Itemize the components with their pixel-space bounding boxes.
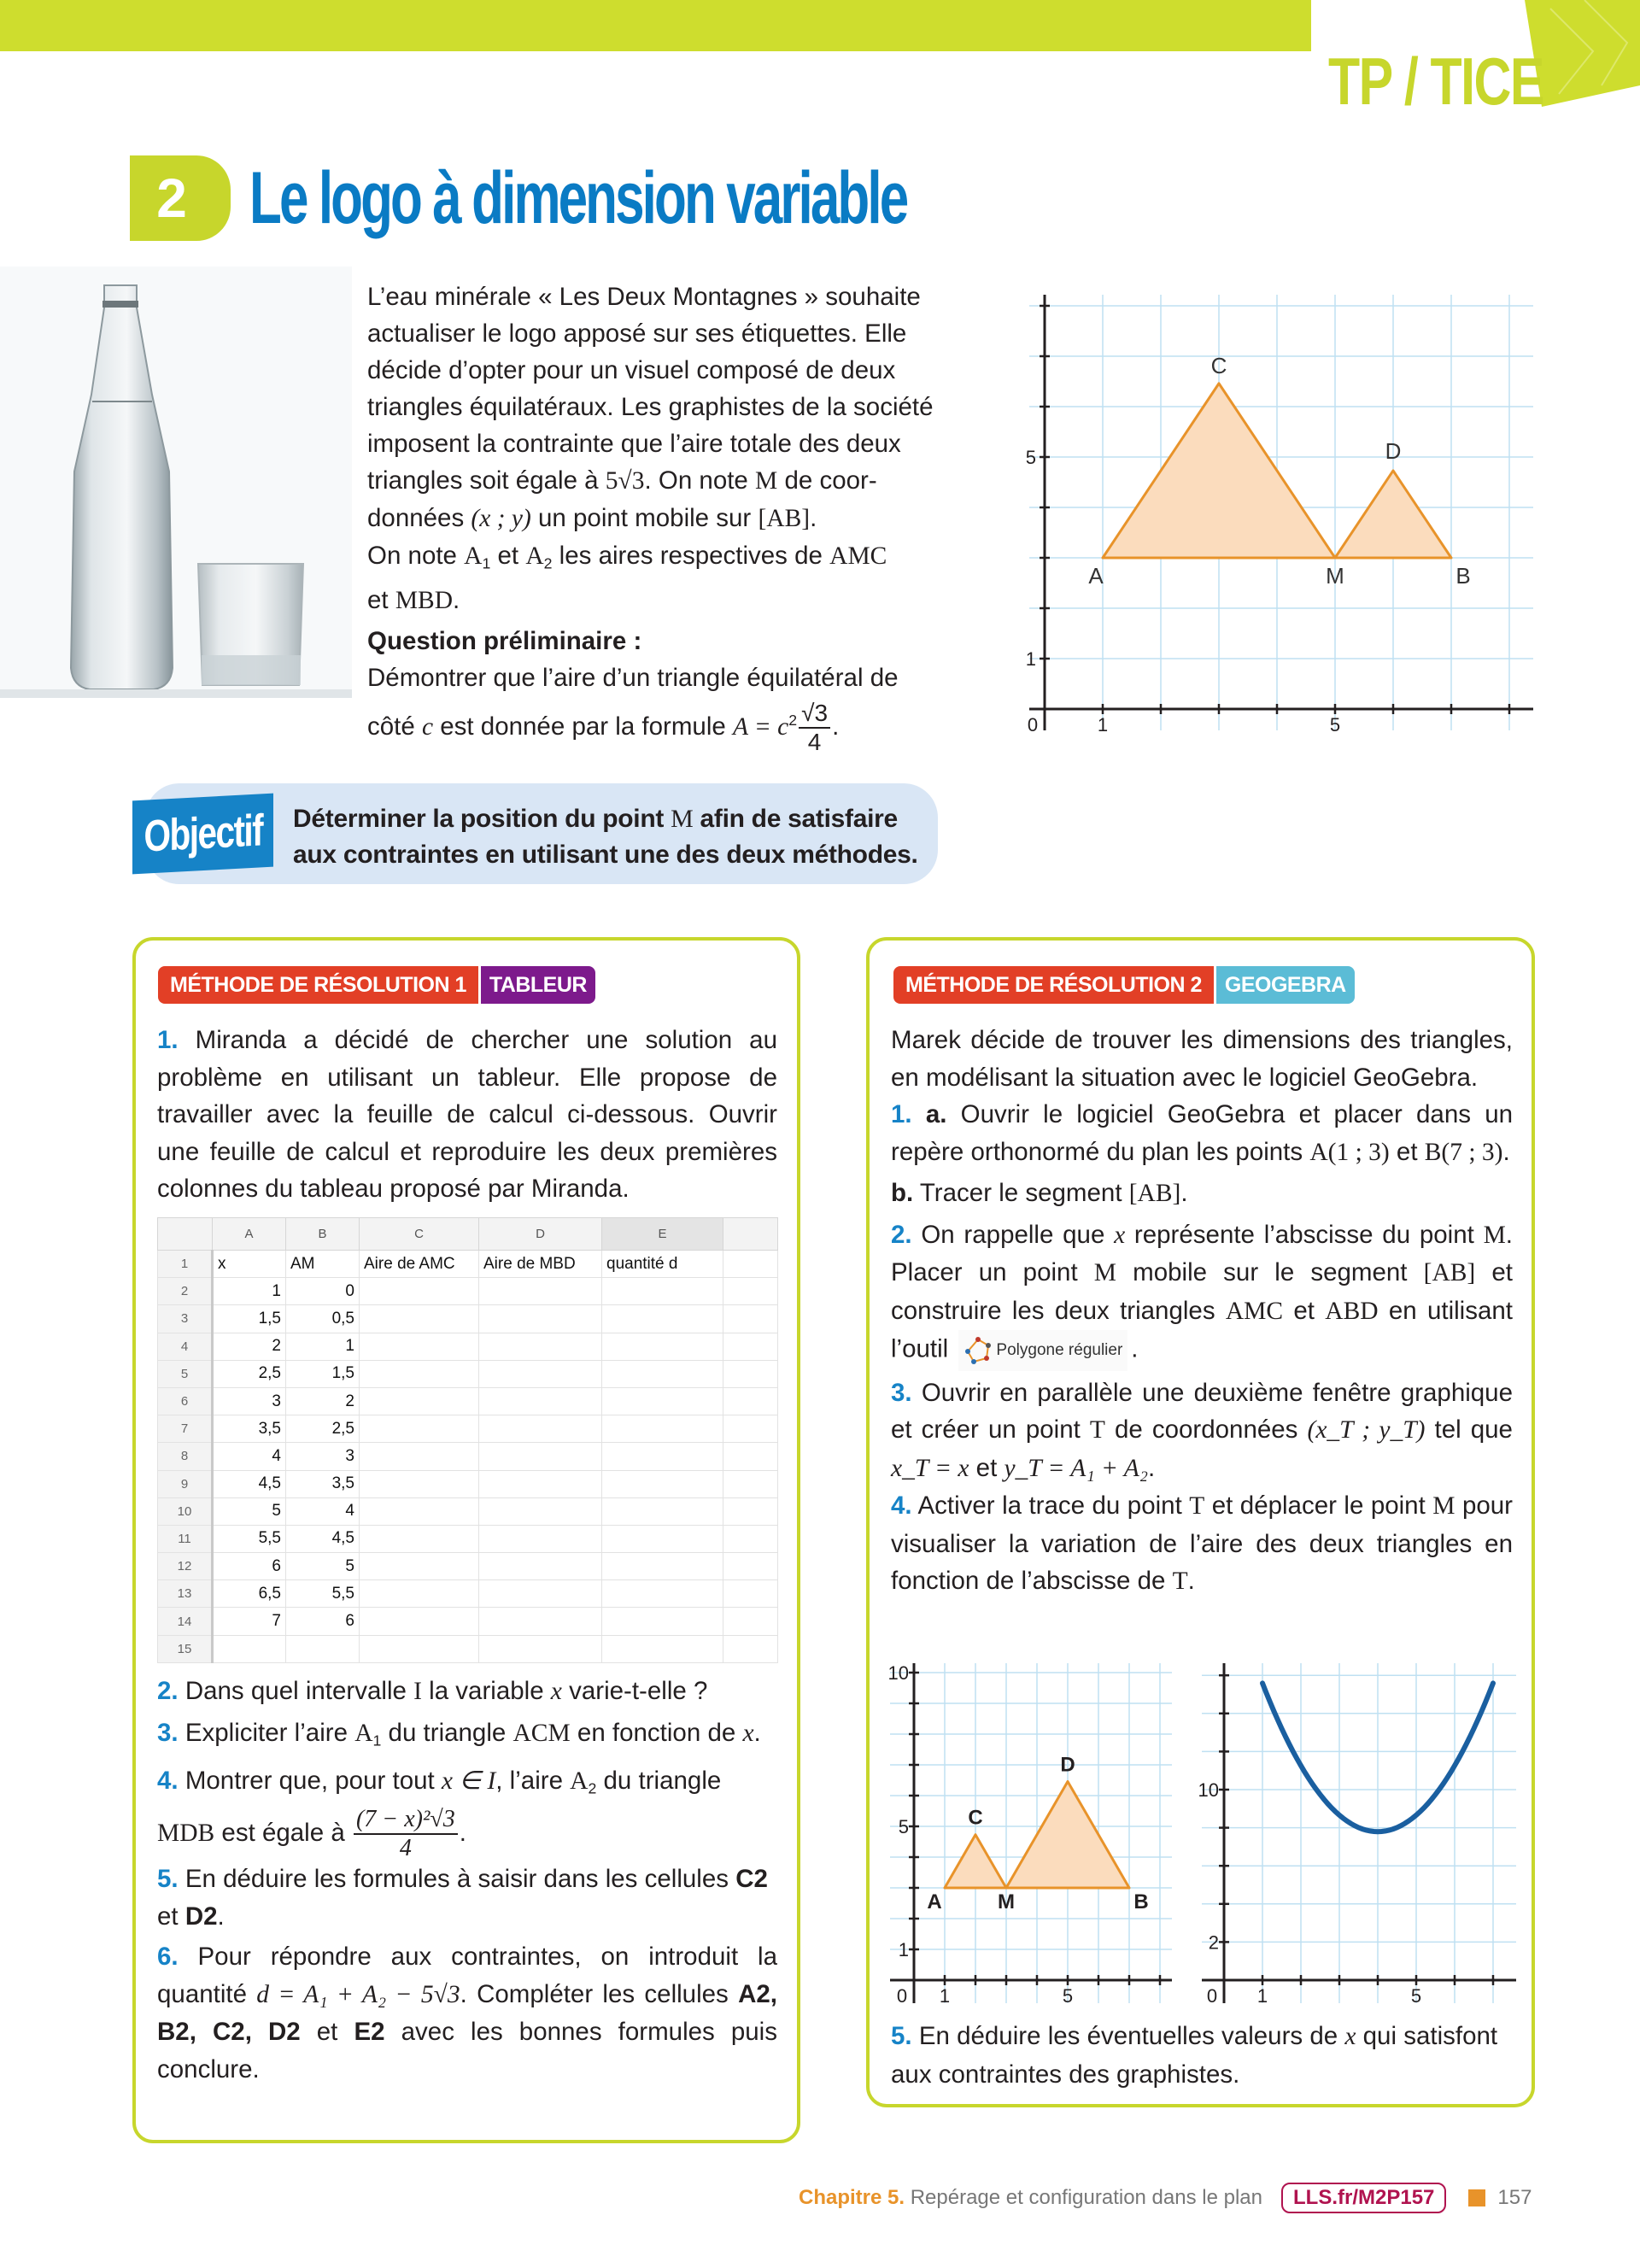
point-label-B: B	[1456, 563, 1471, 589]
cell[interactable]	[602, 1360, 723, 1387]
spreadsheet-row	[158, 1525, 778, 1552]
method2-badge: MÉTHODE DE RÉSOLUTION 2 GEOGEBRA	[893, 966, 1355, 1004]
point-label-C: C	[968, 1806, 983, 1830]
cell[interactable]	[723, 1360, 778, 1387]
cell[interactable]: 3,5	[213, 1415, 286, 1443]
row-header[interactable]: 3	[158, 1305, 213, 1333]
cell[interactable]: 0	[286, 1278, 360, 1305]
cell[interactable]	[360, 1333, 479, 1360]
cell[interactable]	[360, 1580, 479, 1608]
cell[interactable]	[723, 1443, 778, 1470]
spreadsheet-row	[158, 1278, 778, 1305]
cell[interactable]	[479, 1278, 602, 1305]
tick-label-y-1: 1	[898, 1939, 909, 1960]
cell[interactable]: Aire de MBD	[479, 1251, 602, 1278]
row-header[interactable]: 7	[158, 1415, 213, 1443]
section-label: TP / TICE	[1328, 44, 1543, 119]
cell[interactable]	[723, 1525, 778, 1552]
tick-label-x-5: 5	[1329, 714, 1341, 735]
cell[interactable]	[723, 1251, 778, 1278]
cell[interactable]: 1	[286, 1333, 360, 1360]
cell[interactable]: 3,5	[286, 1470, 360, 1497]
cell[interactable]	[602, 1553, 723, 1580]
column-header[interactable]: A	[213, 1218, 286, 1251]
bottle-photo	[0, 267, 352, 698]
point-label-D: D	[1385, 437, 1402, 464]
tick-label-y-10: 10	[887, 1662, 909, 1684]
point-label-A: A	[1088, 563, 1104, 589]
row-header[interactable]: 9	[158, 1470, 213, 1497]
cell[interactable]	[360, 1553, 479, 1580]
cell[interactable]: 7	[213, 1608, 286, 1635]
cell[interactable]: AM	[286, 1251, 360, 1278]
cell[interactable]	[360, 1635, 479, 1662]
triangle-amc	[945, 1835, 1006, 1888]
cell[interactable]	[602, 1608, 723, 1635]
cell[interactable]	[602, 1497, 723, 1525]
tool-badge-tableur: TABLEUR	[481, 966, 595, 1004]
cell[interactable]	[723, 1580, 778, 1608]
method1-question-1: 1. Miranda a décidé de chercher une solution au problème en utilisant un tableur. Elle propose de travailler avec la feuille de calcul ci-dessous. Ouvrir une feuille de calcul et reproduire les deux premières colonnes du tableau proposé par Miranda.	[157, 1026, 777, 1203]
cell[interactable]: Aire de AMC	[360, 1251, 479, 1278]
point-label-B: B	[1133, 1890, 1149, 1913]
lls-link[interactable]: LLS.fr/M2P157	[1281, 2183, 1446, 2213]
cell[interactable]	[360, 1415, 479, 1443]
tick-label-x-5: 5	[1062, 1985, 1074, 2007]
cell[interactable]	[479, 1415, 602, 1443]
row-header[interactable]: 8	[158, 1443, 213, 1470]
point-label-A: A	[927, 1890, 942, 1913]
tool-badge-geogebra: GEOGEBRA	[1216, 966, 1355, 1004]
row-header[interactable]: 15	[158, 1635, 213, 1662]
tick-label-x-1: 1	[1256, 1985, 1268, 2007]
cell[interactable]: 5,5	[286, 1580, 360, 1608]
cell[interactable]	[723, 1635, 778, 1662]
row-header[interactable]: 10	[158, 1497, 213, 1525]
cell[interactable]: 4	[213, 1443, 286, 1470]
spreadsheet-row	[158, 1333, 778, 1360]
cell[interactable]	[602, 1443, 723, 1470]
cell[interactable]	[479, 1333, 602, 1360]
chapter-title: Repérage et configuration dans le plan	[910, 2186, 1262, 2209]
row-header[interactable]: 2	[158, 1278, 213, 1305]
cell[interactable]	[479, 1387, 602, 1415]
cell[interactable]	[360, 1608, 479, 1635]
row-header[interactable]: 6	[158, 1387, 213, 1415]
method1-badge: MÉTHODE DE RÉSOLUTION 1 TABLEUR	[158, 966, 595, 1004]
cell[interactable]: 3	[213, 1387, 286, 1415]
cell[interactable]	[723, 1608, 778, 1635]
triangle-mbd	[1006, 1781, 1129, 1888]
cell[interactable]: quantité d	[602, 1251, 723, 1278]
page-footer	[799, 2178, 1532, 2218]
cell[interactable]	[602, 1525, 723, 1552]
objective-text: Déterminer la position du point M afin de satisfaire aux contraintes en utilisant une des deux méthodes.	[293, 805, 918, 869]
point-label-C: C	[1210, 352, 1227, 378]
spreadsheet-row	[158, 1553, 778, 1580]
tick-label-x-5: 5	[1410, 1985, 1422, 2007]
cell[interactable]	[602, 1415, 723, 1443]
question-heading: Question préliminaire :	[367, 627, 642, 656]
spreadsheet-row	[158, 1608, 778, 1635]
tick-label-y-2: 2	[1208, 1931, 1219, 1954]
cell[interactable]	[360, 1525, 479, 1552]
regular-polygon-icon	[964, 1336, 993, 1365]
tick-label-y-5: 5	[1025, 447, 1036, 468]
method2-questions: Marek décide de trouver les dimensions des triangles, en modélisant la situation avec le logiciel GeoGebra. 1. a. Ouvrir le logiciel GeoGebra et placer dans un repère orthonormé du plan les points A(1 ; 3) et B(7 ; 3). b. Tracer le segment [AB]. 2. On rappelle que x représente l’abscisse du point M. Placer un point M mobile sur le segment [AB] et construire les deux triangles AMC et ABD en utilisant l’outil Polygone régulier . 3. Ouvrir en parallèle une deuxième fenêtre graphique et créer un point T de coordonnées (x_T ; y_T) tel que x_T = x et y_T = A₁ + A₂. 4. Activer la trace du point T et déplacer le point M pour visualiser la variation de l’aire des deux triangles en fonction de l’abscisse de T.	[891, 1026, 1514, 1595]
spreadsheet-row	[158, 1497, 778, 1525]
cell[interactable]: 1,5	[286, 1360, 360, 1387]
cell[interactable]	[360, 1387, 479, 1415]
area-formula-fraction: $\frac{√3}{4}$	[799, 701, 830, 754]
tick-label-x-1: 1	[939, 1985, 951, 2007]
cell[interactable]: 1,5	[213, 1305, 286, 1333]
spreadsheet-row	[158, 1415, 778, 1443]
cell[interactable]	[479, 1553, 602, 1580]
tick-label-x-0: 0	[896, 1985, 908, 2007]
cell[interactable]: 1	[213, 1278, 286, 1305]
cell[interactable]	[723, 1278, 778, 1305]
polygone-regulier-tool[interactable]: Polygone régulier	[958, 1330, 1128, 1371]
method1-questions-2-6: 2. Dans quel intervalle I la variable x varie-t-elle ? 3. Expliciter l’aire $A_1$ du triangle ACM en fonction de x. 4. Montrer que, pour tout x ∈ I, l’aire $A_2$ du triangle MDB est égale à $\frac{\text{(7 − x)²√3}}{4}$ . 5. En déduire les formules à saisir dans les cellules C2 et D2. 6. Pour répondre aux contraintes, on introduit la quantité d = A₁ + A₂ − 5√3. Compléter les cellules A2, B2, C2, D2 et E2 avec les bonnes formules puis conclure.	[157, 1677, 777, 2083]
point-label-M: M	[1326, 563, 1344, 589]
row-header[interactable]: 11	[158, 1525, 213, 1552]
column-header[interactable]: B	[286, 1218, 360, 1251]
tick-label-y-1: 1	[1025, 648, 1036, 670]
cell[interactable]	[479, 1470, 602, 1497]
cell[interactable]	[286, 1635, 360, 1662]
row-header[interactable]: 5	[158, 1360, 213, 1387]
cell[interactable]	[479, 1360, 602, 1387]
tick-label-y-10: 10	[1198, 1779, 1219, 1801]
cell[interactable]	[360, 1278, 479, 1305]
cell[interactable]	[213, 1635, 286, 1662]
cell[interactable]: 4,5	[286, 1525, 360, 1552]
corner-cell[interactable]	[158, 1218, 213, 1251]
cell[interactable]	[479, 1497, 602, 1525]
cell[interactable]	[723, 1333, 778, 1360]
method2-question-5: 5. En déduire les éventuelles valeurs de x qui satisfont aux contraintes des graphistes.	[891, 2022, 1498, 2089]
column-header[interactable]	[723, 1218, 778, 1251]
column-header[interactable]: D	[479, 1218, 602, 1251]
tick-label-x-1: 1	[1097, 714, 1109, 735]
column-header[interactable]: E	[602, 1218, 723, 1251]
area-curve-figure	[1192, 1653, 1525, 2007]
cell[interactable]: 2	[286, 1387, 360, 1415]
chapter-label: Chapitre 5.	[799, 2186, 905, 2209]
spreadsheet-row	[158, 1251, 778, 1278]
cell[interactable]	[602, 1635, 723, 1662]
column-header[interactable]: C	[360, 1218, 479, 1251]
page-number: 157	[1497, 2186, 1532, 2209]
cell[interactable]	[479, 1443, 602, 1470]
page-marker-icon	[1468, 2189, 1485, 2206]
cell[interactable]: 5	[213, 1497, 286, 1525]
cell[interactable]	[602, 1470, 723, 1497]
spreadsheet-row	[158, 1443, 778, 1470]
cell[interactable]	[360, 1305, 479, 1333]
cell[interactable]: 6	[286, 1608, 360, 1635]
cell[interactable]	[602, 1278, 723, 1305]
cell[interactable]	[602, 1305, 723, 1333]
triangle-mbd	[1335, 471, 1451, 558]
exercise-number: 2	[130, 155, 231, 241]
cell[interactable]	[723, 1305, 778, 1333]
cell[interactable]: 5	[286, 1553, 360, 1580]
page-title: Le logo à dimension variable	[249, 157, 907, 239]
cell[interactable]	[479, 1305, 602, 1333]
point-label-D: D	[1060, 1753, 1075, 1777]
point-label-M: M	[998, 1890, 1015, 1913]
spreadsheet-row	[158, 1387, 778, 1415]
cell[interactable]	[723, 1415, 778, 1443]
row-header[interactable]: 1	[158, 1251, 213, 1278]
cell[interactable]	[360, 1497, 479, 1525]
cell[interactable]: 6,5	[213, 1580, 286, 1608]
triangle-amc	[1103, 384, 1335, 558]
row-header[interactable]: 14	[158, 1608, 213, 1635]
cell[interactable]	[723, 1470, 778, 1497]
cell[interactable]	[479, 1580, 602, 1608]
cell[interactable]	[723, 1553, 778, 1580]
row-header[interactable]: 13	[158, 1580, 213, 1608]
cell[interactable]: 0,5	[286, 1305, 360, 1333]
cell[interactable]	[479, 1608, 602, 1635]
intro-paragraph: L’eau minérale « Les Deux Montagnes » souhaite actualiser le logo apposé sur ses étiquettes. Elle décide d’opter pour un visuel composé de deux triangles équilatéraux. Les graphistes de la société imposent la contrainte que l’aire totale des deux triangles soit égale à 5√3. On note M de coor- données (x ; y) un point mobile sur [AB]. On note $A_1$ et $A_2$ les aires respectives de AMC et MBD. Question préliminaire : Démontrer que l’aire d’un triangle équilatéral de côté c est donnée par la formule $A = c^2$ $\frac{√3}{4}$ .	[367, 278, 965, 754]
cell[interactable]: x	[213, 1251, 286, 1278]
spreadsheet-row	[158, 1635, 778, 1662]
cell[interactable]	[360, 1443, 479, 1470]
spreadsheet-row	[158, 1580, 778, 1608]
spreadsheet-row	[158, 1360, 778, 1387]
cell[interactable]: 2	[213, 1333, 286, 1360]
cell[interactable]: 4,5	[213, 1470, 286, 1497]
cell[interactable]	[479, 1635, 602, 1662]
cell[interactable]	[602, 1387, 723, 1415]
tick-label-x-0: 0	[1027, 714, 1039, 735]
cell[interactable]	[360, 1470, 479, 1497]
tick-label-x-0: 0	[1206, 1985, 1218, 2007]
cell[interactable]	[602, 1333, 723, 1360]
tick-label-y-5: 5	[898, 1816, 909, 1837]
spreadsheet[interactable]	[157, 1217, 777, 1657]
cell[interactable]: 2,5	[213, 1360, 286, 1387]
cell[interactable]	[360, 1360, 479, 1387]
cell[interactable]: 3	[286, 1443, 360, 1470]
cell[interactable]	[723, 1387, 778, 1415]
geogebra-figure	[882, 1653, 1180, 2007]
header-band	[0, 0, 1311, 51]
cell[interactable]	[602, 1580, 723, 1608]
row-header[interactable]: 12	[158, 1553, 213, 1580]
figure-triangles-top	[1004, 278, 1542, 752]
cell[interactable]	[723, 1497, 778, 1525]
cell[interactable]	[479, 1525, 602, 1552]
cell[interactable]: 6	[213, 1553, 286, 1580]
cell[interactable]: 5,5	[213, 1525, 286, 1552]
row-header[interactable]: 4	[158, 1333, 213, 1360]
spreadsheet-row	[158, 1305, 778, 1333]
cell[interactable]: 4	[286, 1497, 360, 1525]
cell[interactable]: 2,5	[286, 1415, 360, 1443]
spreadsheet-row	[158, 1470, 778, 1497]
objective-tag: Objectif	[132, 794, 273, 875]
spreadsheet-column-headers	[158, 1218, 778, 1251]
